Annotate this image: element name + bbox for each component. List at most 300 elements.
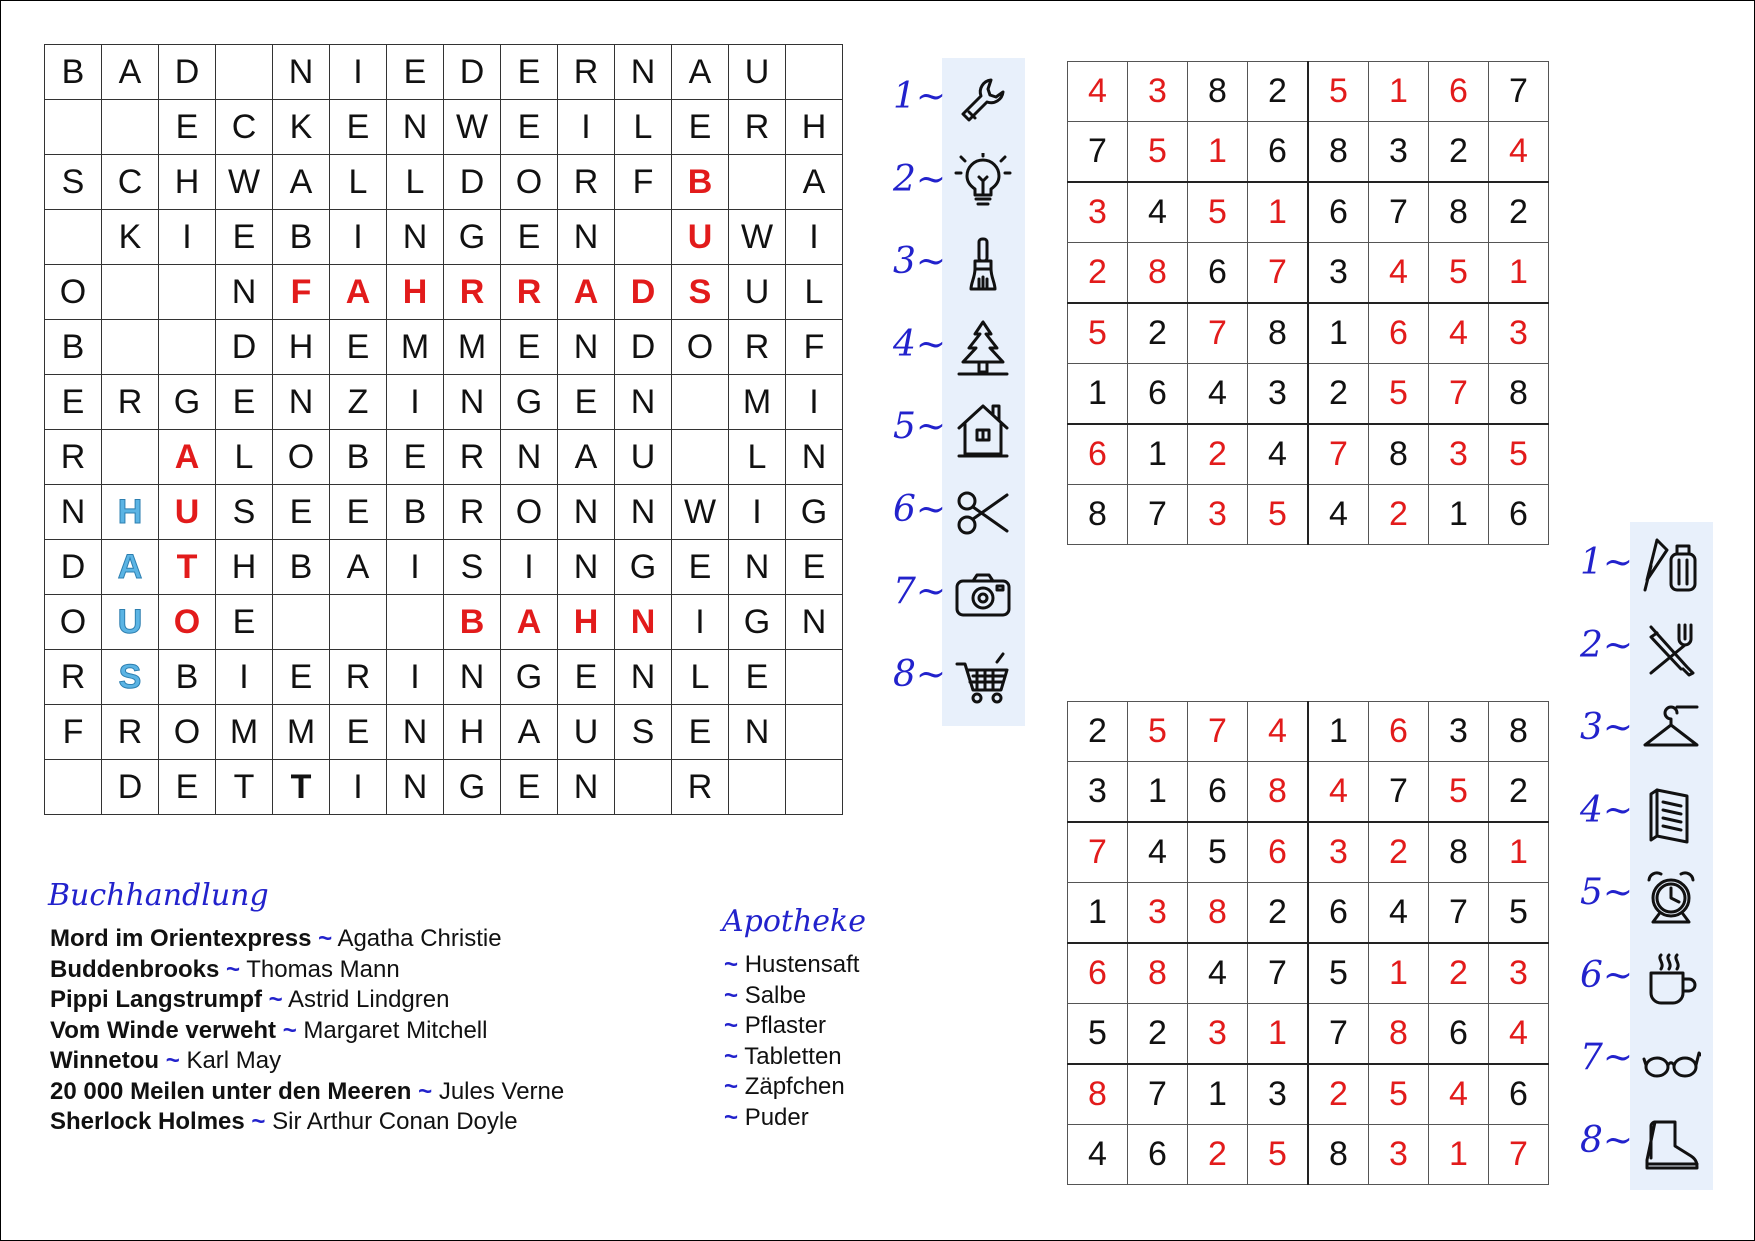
sudoku-cell[interactable]: 5 — [1308, 943, 1369, 1004]
word-search-row — [45, 375, 843, 430]
word-search-cell: M — [387, 320, 444, 375]
word-search-cell: O — [672, 320, 729, 375]
icon-key-2-number: 7~ — [1580, 1037, 1634, 1078]
sudoku-cell[interactable]: 8 — [1429, 182, 1489, 243]
word-search-cell: N — [444, 650, 501, 705]
sudoku-cell[interactable]: 4 — [1068, 62, 1128, 122]
sudoku-cell[interactable]: 3 — [1068, 762, 1128, 823]
sudoku-cell[interactable]: 4 — [1128, 822, 1188, 883]
sudoku-cell[interactable]: 1 — [1308, 702, 1369, 762]
coffee-cup-icon — [1641, 949, 1701, 1009]
word-search-cell: H — [786, 100, 843, 155]
word-search-cell: N — [273, 45, 330, 100]
word-search-cell: N — [444, 375, 501, 430]
sudoku-cell[interactable]: 3 — [1369, 1125, 1429, 1185]
word-search-row — [45, 540, 843, 595]
sudoku-cell[interactable]: 5 — [1429, 243, 1489, 304]
sudoku-cell[interactable]: 2 — [1248, 883, 1309, 944]
word-search-cell: I — [387, 375, 444, 430]
icon-key-1-number: 2~ — [893, 158, 947, 200]
word-search-cell: A — [786, 155, 843, 210]
sudoku-1 — [1067, 61, 1549, 545]
sudoku-row — [1068, 243, 1549, 304]
sudoku-cell[interactable]: 1 — [1489, 243, 1549, 304]
word-search-cell: D — [615, 265, 672, 320]
sudoku-cell[interactable]: 8 — [1369, 1004, 1429, 1065]
sudoku-cell[interactable]: 2 — [1188, 1125, 1248, 1185]
word-search-cell: E — [501, 210, 558, 265]
word-search-cell: L — [786, 265, 843, 320]
word-search-cell: E — [330, 705, 387, 760]
word-search-cell: H — [216, 540, 273, 595]
camera-icon — [953, 565, 1013, 625]
word-search-cell: L — [615, 100, 672, 155]
word-search-cell: F — [45, 705, 102, 760]
sudoku-cell[interactable]: 3 — [1248, 364, 1309, 425]
word-search-cell: B — [672, 155, 729, 210]
sudoku-cell[interactable]: 4 — [1429, 1064, 1489, 1125]
book-entry — [50, 1077, 564, 1108]
sudoku-cell[interactable]: 3 — [1128, 883, 1188, 944]
sudoku-cell[interactable]: 7 — [1429, 364, 1489, 425]
word-search-cell: E — [558, 375, 615, 430]
word-search-cell: W — [672, 485, 729, 540]
word-search-cell: I — [786, 375, 843, 430]
sudoku-cell[interactable]: 5 — [1369, 1064, 1429, 1125]
word-search-cell: B — [159, 650, 216, 705]
word-search-cell: E — [501, 45, 558, 100]
word-search-cell: R — [102, 705, 159, 760]
word-search-cell: N — [45, 485, 102, 540]
sudoku-cell[interactable]: 2 — [1308, 1064, 1369, 1125]
sudoku-cell[interactable]: 8 — [1489, 364, 1549, 425]
word-search-cell: U — [672, 210, 729, 265]
sudoku-cell[interactable]: 8 — [1188, 883, 1248, 944]
word-search-cell: E — [45, 375, 102, 430]
sudoku-cell[interactable]: 6 — [1128, 364, 1188, 425]
book-entry — [50, 955, 564, 986]
icon-key-1-number: 3~ — [893, 241, 947, 282]
sudoku-cell[interactable]: 2 — [1068, 243, 1128, 304]
word-search-cell: D — [159, 45, 216, 100]
sudoku-cell[interactable]: 1 — [1248, 182, 1309, 243]
word-search-cell — [729, 760, 786, 815]
sudoku-cell[interactable]: 8 — [1308, 122, 1369, 183]
word-search-cell: L — [729, 430, 786, 485]
word-search-cell: R — [729, 320, 786, 375]
sudoku-cell[interactable]: 1 — [1128, 762, 1188, 823]
sudoku-cell[interactable]: 5 — [1068, 303, 1128, 364]
word-search-cell: H — [558, 595, 615, 650]
sudoku-cell[interactable]: 1 — [1369, 62, 1429, 122]
pharmacy-item — [724, 1103, 859, 1134]
word-search-cell: O — [501, 155, 558, 210]
word-search-cell: K — [102, 210, 159, 265]
tilde-separator: ~ — [268, 986, 283, 1013]
sudoku-cell[interactable]: 6 — [1248, 122, 1309, 183]
word-search-cell: N — [387, 210, 444, 265]
sudoku-cell[interactable]: 7 — [1369, 182, 1429, 243]
tilde-separator: ~ — [318, 925, 333, 952]
sudoku-cell[interactable]: 2 — [1369, 485, 1429, 545]
sudoku-cell[interactable]: 7 — [1188, 702, 1248, 762]
book-title: Vom Winde verweht — [50, 1016, 277, 1044]
word-search-cell: S — [102, 650, 159, 705]
word-search-cell: L — [330, 155, 387, 210]
sudoku-cell[interactable]: 8 — [1248, 762, 1309, 823]
sudoku-cell[interactable]: 4 — [1369, 243, 1429, 304]
sudoku-cell[interactable]: 2 — [1429, 943, 1489, 1004]
buchhandlung-title: Buchhandlung — [48, 878, 269, 913]
sudoku-cell[interactable]: 4 — [1188, 943, 1248, 1004]
sudoku-cell[interactable]: 8 — [1429, 822, 1489, 883]
tilde-separator: ~ — [724, 1042, 739, 1070]
word-search-cell: T — [159, 540, 216, 595]
sudoku-cell[interactable]: 8 — [1128, 943, 1188, 1004]
word-search-cell: E — [216, 210, 273, 265]
book-author: Thomas Mann — [246, 955, 400, 983]
sudoku-cell[interactable]: 8 — [1188, 62, 1248, 122]
sudoku-cell[interactable]: 5 — [1128, 702, 1188, 762]
word-search-cell — [786, 705, 843, 760]
sudoku-cell[interactable]: 8 — [1489, 702, 1549, 762]
word-search-cell: N — [558, 540, 615, 595]
word-search-cell: E — [330, 100, 387, 155]
word-search-cell: I — [330, 760, 387, 815]
word-search-cell: F — [615, 155, 672, 210]
sudoku-cell[interactable]: 4 — [1429, 303, 1489, 364]
sudoku-row — [1068, 883, 1549, 944]
sudoku-cell[interactable]: 3 — [1308, 243, 1369, 304]
sudoku-cell[interactable]: 1 — [1489, 822, 1549, 883]
sudoku-row — [1068, 182, 1549, 243]
sudoku-cell[interactable]: 1 — [1128, 424, 1188, 485]
word-search-cell: R — [444, 430, 501, 485]
word-search-cell: E — [159, 760, 216, 815]
sudoku-cell[interactable]: 6 — [1128, 1125, 1188, 1185]
book-author: Margaret Mitchell — [303, 1016, 488, 1044]
word-search-cell: S — [672, 265, 729, 320]
sudoku-cell[interactable]: 2 — [1489, 762, 1549, 823]
lightbulb-icon — [953, 153, 1013, 213]
word-search-cell: C — [102, 155, 159, 210]
sudoku-cell[interactable]: 7 — [1489, 62, 1549, 122]
sudoku-cell[interactable]: 3 — [1308, 822, 1369, 883]
word-search-cell — [672, 375, 729, 430]
word-search-cell: I — [216, 650, 273, 705]
book-title: Buddenbrooks — [50, 955, 220, 983]
icon-key-1-number: 8~ — [893, 653, 947, 695]
word-search-cell: G — [786, 485, 843, 540]
tilde-separator: ~ — [724, 1103, 739, 1131]
word-search-cell: I — [387, 650, 444, 705]
word-search-row — [45, 595, 843, 650]
word-search-cell: L — [387, 155, 444, 210]
word-search-cell: G — [729, 595, 786, 650]
sudoku-cell[interactable]: 6 — [1068, 424, 1128, 485]
word-search-cell: O — [159, 705, 216, 760]
sudoku-cell[interactable]: 5 — [1188, 182, 1248, 243]
sudoku-cell[interactable]: 6 — [1308, 883, 1369, 944]
word-search-cell: K — [273, 100, 330, 155]
sudoku-cell[interactable]: 3 — [1369, 122, 1429, 183]
word-search-cell — [45, 760, 102, 815]
sudoku-cell[interactable]: 2 — [1068, 702, 1128, 762]
sudoku-cell[interactable]: 7 — [1248, 243, 1309, 304]
book-icon — [1641, 784, 1701, 844]
word-search-cell: O — [501, 485, 558, 540]
sudoku-cell[interactable]: 3 — [1429, 702, 1489, 762]
sudoku-cell[interactable]: 8 — [1068, 1064, 1128, 1125]
sudoku-cell[interactable]: 1 — [1248, 1004, 1309, 1065]
word-search-cell: N — [501, 430, 558, 485]
word-search-cell — [387, 595, 444, 650]
word-search-cell — [102, 265, 159, 320]
sudoku-cell[interactable]: 7 — [1128, 1064, 1188, 1125]
sudoku-cell[interactable]: 1 — [1188, 122, 1248, 183]
word-search-cell — [102, 100, 159, 155]
word-search-cell — [786, 650, 843, 705]
scissors-icon — [953, 483, 1013, 543]
sudoku-cell[interactable]: 4 — [1068, 1125, 1128, 1185]
word-search-cell: H — [387, 265, 444, 320]
sudoku-cell[interactable]: 3 — [1248, 1064, 1309, 1125]
word-search-cell: D — [444, 155, 501, 210]
sudoku-cell[interactable]: 2 — [1128, 1004, 1188, 1065]
word-search-cell: N — [387, 705, 444, 760]
word-search-cell: B — [330, 430, 387, 485]
sudoku-cell[interactable]: 6 — [1068, 943, 1128, 1004]
wrench-icon — [953, 70, 1013, 130]
pharmacy-item-label: Salbe — [744, 981, 807, 1009]
word-search-cell: I — [786, 210, 843, 265]
word-search-cell: M — [216, 705, 273, 760]
sudoku-cell[interactable]: 6 — [1369, 702, 1429, 762]
sudoku-cell[interactable]: 7 — [1068, 822, 1128, 883]
sudoku-cell[interactable]: 2 — [1248, 62, 1309, 122]
sudoku-cell[interactable]: 5 — [1248, 1125, 1309, 1185]
sudoku-cell[interactable]: 5 — [1489, 883, 1549, 944]
sudoku-cell[interactable]: 7 — [1188, 303, 1248, 364]
sudoku-cell[interactable]: 8 — [1308, 1125, 1369, 1185]
word-search-cell: E — [273, 485, 330, 540]
sudoku-cell[interactable]: 5 — [1188, 822, 1248, 883]
icon-key-2-number: 6~ — [1580, 954, 1634, 996]
sudoku-cell[interactable]: 1 — [1429, 1125, 1489, 1185]
book-entry — [50, 924, 564, 955]
sudoku-cell[interactable]: 5 — [1128, 122, 1188, 183]
word-search-cell: B — [45, 320, 102, 375]
sudoku-cell[interactable]: 4 — [1248, 424, 1309, 485]
word-search-cell: E — [786, 540, 843, 595]
sudoku-cell[interactable]: 6 — [1308, 182, 1369, 243]
sudoku-cell[interactable]: 7 — [1369, 762, 1429, 823]
word-search-cell: N — [615, 375, 672, 430]
sudoku-cell[interactable]: 5 — [1429, 762, 1489, 823]
sudoku-cell[interactable]: 6 — [1369, 303, 1429, 364]
word-search-cell: E — [330, 320, 387, 375]
sudoku-cell[interactable]: 7 — [1489, 1125, 1549, 1185]
hanger-icon — [1641, 701, 1701, 761]
sudoku-cell[interactable]: 3 — [1188, 485, 1248, 545]
word-search-row — [45, 320, 843, 375]
word-search-cell: E — [273, 650, 330, 705]
word-search-cell: A — [558, 265, 615, 320]
book-title: 20 000 Meilen unter den Meeren — [50, 1077, 412, 1105]
sudoku-cell[interactable]: 7 — [1068, 122, 1128, 183]
sudoku-cell[interactable]: 5 — [1248, 485, 1309, 545]
tilde-separator: ~ — [724, 1073, 739, 1100]
sudoku-cell[interactable]: 6 — [1489, 1064, 1549, 1125]
word-search-cell: G — [444, 760, 501, 815]
sudoku-cell[interactable]: 3 — [1068, 182, 1128, 243]
sudoku-cell[interactable]: 1 — [1369, 943, 1429, 1004]
sudoku-cell[interactable]: 6 — [1429, 62, 1489, 122]
book-entry — [50, 1046, 564, 1077]
word-search-cell: I — [501, 540, 558, 595]
sudoku-cell[interactable]: 1 — [1188, 1064, 1248, 1125]
sudoku-cell[interactable]: 6 — [1489, 485, 1549, 545]
sudoku-cell[interactable]: 5 — [1068, 1004, 1128, 1065]
word-search-cell — [45, 100, 102, 155]
sudoku-cell[interactable]: 2 — [1188, 424, 1248, 485]
sudoku-row — [1068, 1064, 1549, 1125]
sudoku-cell[interactable]: 4 — [1489, 1004, 1549, 1065]
sudoku-cell[interactable]: 3 — [1188, 1004, 1248, 1065]
sudoku-cell[interactable]: 2 — [1128, 303, 1188, 364]
word-search-cell: A — [102, 540, 159, 595]
icon-key-2-number: 2~ — [1580, 624, 1634, 666]
sudoku-row — [1068, 1125, 1549, 1185]
word-search-cell: E — [558, 650, 615, 705]
word-search-cell: A — [102, 45, 159, 100]
word-search-cell — [786, 760, 843, 815]
sudoku-cell[interactable]: 6 — [1429, 1004, 1489, 1065]
sudoku-cell[interactable]: 1 — [1308, 303, 1369, 364]
sudoku-cell[interactable]: 4 — [1188, 364, 1248, 425]
sudoku-cell[interactable]: 4 — [1369, 883, 1429, 944]
word-search-cell: E — [387, 430, 444, 485]
knife-fork-icon — [1641, 619, 1701, 679]
book-list — [50, 924, 564, 1138]
sudoku-cell[interactable]: 2 — [1429, 122, 1489, 183]
word-search-cell: I — [558, 100, 615, 155]
word-search-cell: U — [558, 705, 615, 760]
sudoku-cell[interactable]: 5 — [1369, 364, 1429, 425]
sudoku-cell[interactable]: 3 — [1429, 424, 1489, 485]
word-search-cell: R — [102, 375, 159, 430]
word-search-row — [45, 760, 843, 815]
sudoku-cell[interactable]: 8 — [1248, 303, 1309, 364]
word-search-cell: N — [558, 210, 615, 265]
book-entry — [50, 1016, 564, 1047]
word-search-cell: A — [330, 265, 387, 320]
word-search-cell: N — [786, 595, 843, 650]
pharmacy-item — [724, 981, 859, 1012]
sudoku-cell[interactable]: 4 — [1308, 762, 1369, 823]
word-search-cell: O — [45, 265, 102, 320]
sudoku-cell[interactable]: 6 — [1248, 822, 1309, 883]
word-search-cell: T — [273, 760, 330, 815]
sudoku-cell[interactable]: 7 — [1308, 1004, 1369, 1065]
sudoku-cell[interactable]: 2 — [1489, 182, 1549, 243]
sudoku-cell[interactable]: 8 — [1128, 243, 1188, 304]
sudoku-cell[interactable]: 4 — [1489, 122, 1549, 183]
sudoku-cell[interactable]: 4 — [1128, 182, 1188, 243]
sudoku-cell[interactable]: 2 — [1369, 822, 1429, 883]
sudoku-cell[interactable]: 1 — [1068, 883, 1128, 944]
sudoku-cell[interactable]: 3 — [1489, 943, 1549, 1004]
sudoku-cell[interactable]: 4 — [1248, 702, 1309, 762]
sudoku-cell[interactable]: 7 — [1429, 883, 1489, 944]
sudoku-cell[interactable]: 1 — [1429, 485, 1489, 545]
boot-icon — [1641, 1114, 1701, 1174]
word-search-cell: E — [159, 100, 216, 155]
word-search-cell: G — [444, 210, 501, 265]
pharmacy-item — [724, 1072, 859, 1103]
sudoku-cell[interactable]: 8 — [1068, 485, 1128, 545]
icon-key-2-number: 5~ — [1580, 872, 1634, 913]
sudoku-row — [1068, 943, 1549, 1004]
icon-key-1-number: 7~ — [893, 571, 947, 612]
word-search-cell: G — [615, 540, 672, 595]
icon-key-1-number: 6~ — [893, 488, 947, 530]
word-search-cell: I — [330, 45, 387, 100]
sudoku-cell[interactable]: 7 — [1308, 424, 1369, 485]
sudoku-cell[interactable]: 7 — [1248, 943, 1309, 1004]
sudoku-cell[interactable]: 6 — [1188, 243, 1248, 304]
sudoku-row — [1068, 303, 1549, 364]
sudoku-cell[interactable]: 3 — [1489, 303, 1549, 364]
sudoku-row — [1068, 364, 1549, 425]
word-search-row — [45, 45, 843, 100]
word-search-cell: D — [444, 45, 501, 100]
word-search-cell: E — [216, 595, 273, 650]
word-search-row — [45, 430, 843, 485]
word-search-cell: H — [273, 320, 330, 375]
word-search-cell: N — [216, 265, 273, 320]
pharmacy-list — [724, 950, 859, 1133]
icon-key-1-number: 1~ — [893, 76, 947, 117]
word-search-cell: G — [501, 650, 558, 705]
sudoku-cell[interactable]: 1 — [1068, 364, 1128, 425]
sudoku-cell[interactable]: 2 — [1308, 364, 1369, 425]
word-search-cell: D — [45, 540, 102, 595]
pharmacy-item-label: Zäpfchen — [744, 1073, 845, 1100]
word-search-cell: A — [501, 595, 558, 650]
word-search-cell: O — [159, 595, 216, 650]
word-search-cell: M — [273, 705, 330, 760]
word-search-cell: A — [273, 155, 330, 210]
sudoku-cell[interactable]: 3 — [1128, 62, 1188, 122]
sudoku-cell[interactable]: 5 — [1308, 62, 1369, 122]
word-search-row — [45, 705, 843, 760]
sudoku-cell[interactable]: 4 — [1308, 485, 1369, 545]
word-search-cell: A — [159, 430, 216, 485]
sudoku-cell[interactable]: 7 — [1128, 485, 1188, 545]
sudoku-cell[interactable]: 8 — [1369, 424, 1429, 485]
sudoku-cell[interactable]: 6 — [1188, 762, 1248, 823]
shopping-cart-icon — [953, 648, 1013, 708]
sudoku-cell[interactable]: 5 — [1489, 424, 1549, 485]
pharmacy-item-label: Tabletten — [744, 1042, 842, 1070]
word-search-cell: Z — [330, 375, 387, 430]
word-search-cell: R — [45, 430, 102, 485]
sudoku-row — [1068, 424, 1549, 485]
icon-key-2-number: 4~ — [1580, 789, 1634, 831]
word-search-cell — [159, 265, 216, 320]
word-search-cell: E — [672, 705, 729, 760]
